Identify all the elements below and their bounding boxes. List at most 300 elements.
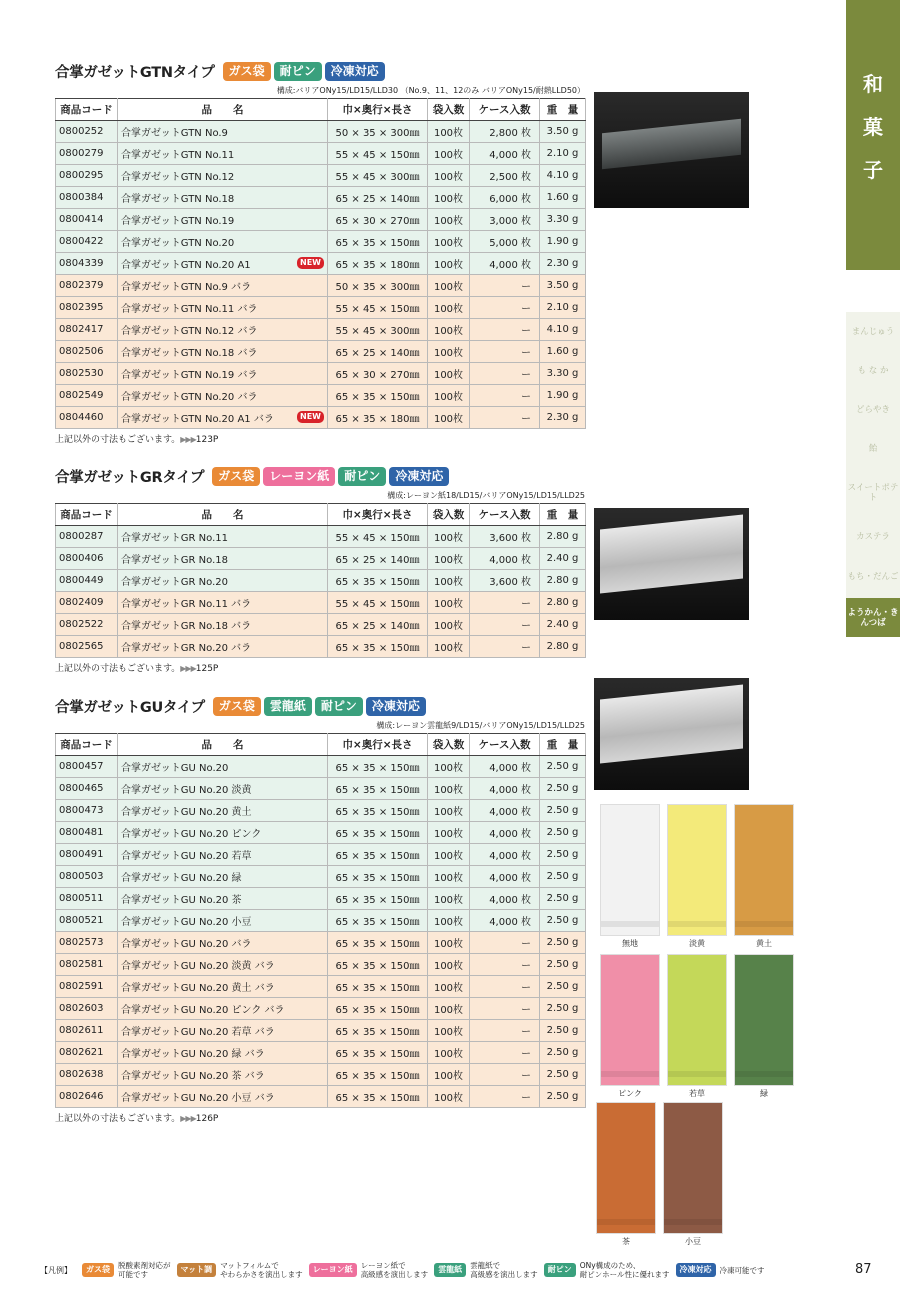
product-name: 合掌ガゼットGTN No.20 A1 バラ (121, 414, 274, 425)
product-size: 65 × 35 × 150㎜ (328, 844, 428, 866)
reference-page[interactable]: 126P (195, 1114, 219, 1124)
table-row (56, 407, 586, 429)
table-row (56, 954, 586, 976)
bag-count: 100枚 (428, 341, 470, 363)
case-count: 4,000 枚 (470, 143, 540, 165)
legend-description-line: 高級感を演出します (360, 1270, 429, 1279)
product-size: 55 × 45 × 300㎜ (328, 165, 428, 187)
bag-count: 100枚 (428, 954, 470, 976)
case-count: 4,000 枚 (470, 778, 540, 800)
reference-page[interactable]: 125P (195, 664, 219, 674)
product-name: 合掌ガゼットGR No.18 (121, 555, 229, 566)
bag-count: 100枚 (428, 1086, 470, 1108)
product-code: 0802581 (56, 954, 118, 976)
size-note (55, 432, 585, 444)
product-name: 合掌ガゼットGTN No.9 バラ (121, 282, 252, 293)
size-note-text: 上記以外の寸法もございます。 (55, 435, 181, 445)
bag-count: 100枚 (428, 1042, 470, 1064)
product-name-cell (118, 614, 328, 636)
swatch-label: 茶 (622, 1237, 630, 1246)
sidebar-item[interactable]: ようかん・きんつば (846, 598, 900, 637)
product-code: 0802395 (56, 297, 118, 319)
product-weight: 3.30 g (540, 209, 586, 231)
product-name: 合掌ガゼットGTN No.19 バラ (121, 370, 258, 381)
product-weight: 2.10 g (540, 297, 586, 319)
product-weight: 2.40 g (540, 548, 586, 570)
product-table (55, 98, 586, 429)
product-code: 0802549 (56, 385, 118, 407)
legend-title: 【凡例】 (40, 1265, 72, 1275)
bag-count: 100枚 (428, 976, 470, 998)
product-size: 65 × 25 × 140㎜ (328, 614, 428, 636)
product-size: 55 × 45 × 150㎜ (328, 143, 428, 165)
product-name-cell (118, 1020, 328, 1042)
table-row (56, 253, 586, 275)
product-name: 合掌ガゼットGTN No.12 (121, 172, 235, 183)
product-name: 合掌ガゼットGU No.20 小豆 (121, 917, 252, 928)
case-count: ー (470, 1086, 540, 1108)
color-swatch (596, 1102, 656, 1234)
product-name-cell (118, 187, 328, 209)
legend-description-line: やわらかさを演出します (220, 1270, 303, 1279)
table-row (56, 636, 586, 658)
product-table (55, 733, 586, 1108)
legend-tag: 雲龍紙 (434, 1263, 466, 1277)
case-count: 2,500 枚 (470, 165, 540, 187)
swatch-label: 小豆 (685, 1237, 701, 1246)
bag-count: 100枚 (428, 910, 470, 932)
legend-description-line: 耐ピンホール性に優れます (579, 1270, 670, 1279)
bag-count: 100枚 (428, 363, 470, 385)
product-code: 0802611 (56, 1020, 118, 1042)
product-weight: 2.50 g (540, 778, 586, 800)
product-size: 65 × 30 × 270㎜ (328, 209, 428, 231)
bag-count: 100枚 (428, 756, 470, 778)
product-weight: 2.10 g (540, 143, 586, 165)
bag-count: 100枚 (428, 844, 470, 866)
column-header: 巾×奥行×長さ (328, 99, 428, 121)
product-size: 65 × 35 × 150㎜ (328, 778, 428, 800)
feature-tag: 冷凍対応 (366, 697, 426, 716)
legend-description-line: 高級感を演出します (470, 1270, 538, 1279)
case-count: 4,000 枚 (470, 888, 540, 910)
section-gr (55, 465, 585, 673)
case-count: 4,000 枚 (470, 822, 540, 844)
bag-count: 100枚 (428, 932, 470, 954)
table-row (56, 1064, 586, 1086)
triple-arrow-icon: ▶▶▶ (180, 1114, 196, 1123)
product-code: 0804460 (56, 407, 118, 429)
product-name-cell (118, 800, 328, 822)
reference-page[interactable]: 123P (195, 435, 219, 445)
triple-arrow-icon: ▶▶▶ (180, 664, 196, 673)
case-count: 3,600 枚 (470, 526, 540, 548)
case-count: 4,000 枚 (470, 548, 540, 570)
product-code: 0800465 (56, 778, 118, 800)
legend-tag: マット調 (177, 1263, 217, 1277)
legend-tag: 耐ピン (544, 1263, 576, 1277)
case-count: ー (470, 319, 540, 341)
product-code: 0800503 (56, 866, 118, 888)
composition-note: 構成:レーヨン雲龍紙9/LD15/バリアONy15/LD15/LLD25 (376, 721, 585, 730)
case-count: ー (470, 407, 540, 429)
bag-count: 100枚 (428, 592, 470, 614)
product-weight: 1.60 g (540, 187, 586, 209)
legend-description-line: 可能です (118, 1270, 148, 1279)
product-name: 合掌ガゼットGU No.20 (121, 763, 229, 774)
product-name-cell (118, 636, 328, 658)
table-header-row (56, 504, 586, 526)
section-header (55, 60, 585, 82)
product-weight: 3.50 g (540, 275, 586, 297)
product-name: 合掌ガゼットGU No.20 緑 バラ (121, 1049, 265, 1060)
table-row (56, 822, 586, 844)
bag-count: 100枚 (428, 778, 470, 800)
product-name-cell (118, 231, 328, 253)
product-size: 65 × 35 × 150㎜ (328, 1042, 428, 1064)
product-code: 0802379 (56, 275, 118, 297)
legend-description-line: マットフィルムで (220, 1261, 279, 1270)
product-size: 65 × 35 × 150㎜ (328, 932, 428, 954)
product-code: 0802530 (56, 363, 118, 385)
product-name-cell (118, 910, 328, 932)
case-count: ー (470, 932, 540, 954)
product-code: 0802522 (56, 614, 118, 636)
legend-tag: ガス袋 (82, 1263, 114, 1277)
column-header: 商品コード (56, 504, 118, 526)
table-row (56, 548, 586, 570)
product-name-cell (118, 954, 328, 976)
product-weight: 2.50 g (540, 756, 586, 778)
product-code: 0800406 (56, 548, 118, 570)
table-row (56, 341, 586, 363)
product-size: 55 × 45 × 150㎜ (328, 526, 428, 548)
product-code: 0800521 (56, 910, 118, 932)
sidebar-item[interactable]: も な か (846, 351, 900, 390)
product-size: 65 × 35 × 150㎜ (328, 822, 428, 844)
swatch-label: 無地 (622, 939, 638, 948)
product-weight: 1.90 g (540, 385, 586, 407)
product-size: 55 × 45 × 150㎜ (328, 592, 428, 614)
column-header: 袋入数 (428, 504, 470, 526)
swatch-label: 緑 (760, 1089, 768, 1098)
product-name: 合掌ガゼットGTN No.20 A1 (121, 260, 251, 271)
swatch-label: ピンク (618, 1089, 642, 1098)
product-weight: 2.80 g (540, 570, 586, 592)
product-photo-gtn (594, 92, 749, 208)
legend-description (220, 1261, 303, 1279)
table-row (56, 165, 586, 187)
legend-tag: 冷凍対応 (676, 1263, 716, 1277)
product-name-cell (118, 756, 328, 778)
table-row (56, 932, 586, 954)
sidebar-category-char: 菓 (863, 115, 883, 139)
product-size: 65 × 35 × 150㎜ (328, 954, 428, 976)
table-row (56, 363, 586, 385)
legend-description (470, 1261, 538, 1279)
table-row (56, 800, 586, 822)
product-name-cell (118, 976, 328, 998)
table-row (56, 1020, 586, 1042)
sidebar-item[interactable]: どらやき (846, 390, 900, 429)
bag-count: 100枚 (428, 231, 470, 253)
product-code: 0800295 (56, 165, 118, 187)
bag-count: 100枚 (428, 1064, 470, 1086)
size-note-text: 上記以外の寸法もございます。 (55, 1114, 181, 1124)
product-size: 65 × 35 × 150㎜ (328, 1086, 428, 1108)
product-weight: 3.30 g (540, 363, 586, 385)
section-title: 合掌ガゼットGTNタイプ (55, 64, 215, 81)
table-row (56, 756, 586, 778)
product-weight: 4.10 g (540, 319, 586, 341)
product-name: 合掌ガゼットGR No.18 バラ (121, 621, 252, 632)
product-name: 合掌ガゼットGU No.20 ピンク バラ (121, 1005, 285, 1016)
size-note-text: 上記以外の寸法もございます。 (55, 664, 181, 674)
bag-count: 100枚 (428, 275, 470, 297)
product-size: 65 × 35 × 150㎜ (328, 976, 428, 998)
legend-description-line: 脱酸素剤対応が (118, 1261, 171, 1270)
table-row (56, 231, 586, 253)
column-header: 品 名 (118, 504, 328, 526)
product-code: 0800384 (56, 187, 118, 209)
product-name: 合掌ガゼットGU No.20 緑 (121, 873, 242, 884)
case-count: ー (470, 998, 540, 1020)
legend-tag: レーヨン紙 (309, 1263, 357, 1277)
table-row (56, 297, 586, 319)
product-weight: 2.50 g (540, 1020, 586, 1042)
product-weight: 2.30 g (540, 253, 586, 275)
color-swatch (600, 804, 660, 936)
product-size: 65 × 25 × 140㎜ (328, 341, 428, 363)
product-name-cell (118, 407, 328, 429)
case-count: 4,000 枚 (470, 866, 540, 888)
legend-description-line: 雲龍紙で (470, 1261, 501, 1270)
bag-count: 100枚 (428, 253, 470, 275)
product-size: 55 × 45 × 150㎜ (328, 297, 428, 319)
product-code: 0800491 (56, 844, 118, 866)
case-count: ー (470, 275, 540, 297)
product-code: 0802565 (56, 636, 118, 658)
product-name: 合掌ガゼットGTN No.9 (121, 128, 228, 139)
product-code: 0802646 (56, 1086, 118, 1108)
product-weight: 2.50 g (540, 844, 586, 866)
product-weight: 2.50 g (540, 866, 586, 888)
product-name: 合掌ガゼットGU No.20 茶 (121, 895, 242, 906)
bag-count: 100枚 (428, 888, 470, 910)
sidebar-item[interactable]: カステラ (846, 517, 900, 556)
product-code: 0802417 (56, 319, 118, 341)
sidebar-category-char: 和 (863, 72, 883, 96)
table-row (56, 614, 586, 636)
product-name-cell (118, 319, 328, 341)
case-count: ー (470, 297, 540, 319)
feature-tag: レーヨン紙 (263, 467, 335, 486)
product-name-cell (118, 275, 328, 297)
product-weight: 1.90 g (540, 231, 586, 253)
color-swatch (663, 1102, 723, 1234)
bag-count: 100枚 (428, 121, 470, 143)
product-size: 65 × 35 × 150㎜ (328, 910, 428, 932)
case-count: ー (470, 614, 540, 636)
product-name: 合掌ガゼットGR No.11 バラ (121, 599, 252, 610)
product-weight: 2.50 g (540, 910, 586, 932)
product-size: 65 × 35 × 150㎜ (328, 231, 428, 253)
product-name: 合掌ガゼットGR No.20 (121, 577, 229, 588)
product-name-cell (118, 778, 328, 800)
product-size: 55 × 45 × 300㎜ (328, 319, 428, 341)
product-weight: 2.30 g (540, 407, 586, 429)
bag-count: 100枚 (428, 187, 470, 209)
product-name-cell (118, 165, 328, 187)
product-name-cell (118, 363, 328, 385)
color-swatch (667, 954, 727, 1086)
product-weight: 2.50 g (540, 1086, 586, 1108)
sidebar-item[interactable]: 飴 (846, 429, 900, 468)
table-header-row (56, 99, 586, 121)
table-row (56, 121, 586, 143)
table-row (56, 570, 586, 592)
bag-count: 100枚 (428, 636, 470, 658)
case-count: ー (470, 976, 540, 998)
case-count: 5,000 枚 (470, 231, 540, 253)
column-header: 商品コード (56, 99, 118, 121)
color-swatch (667, 804, 727, 936)
product-weight: 2.50 g (540, 1064, 586, 1086)
product-name-cell (118, 592, 328, 614)
case-count: ー (470, 954, 540, 976)
product-name-cell (118, 932, 328, 954)
bag-count: 100枚 (428, 800, 470, 822)
size-note (55, 1111, 585, 1123)
product-name: 合掌ガゼットGU No.20 若草 (121, 851, 252, 862)
product-name-cell (118, 866, 328, 888)
product-code: 0802638 (56, 1064, 118, 1086)
feature-tag: 冷凍対応 (325, 62, 385, 81)
product-code: 0802409 (56, 592, 118, 614)
case-count: ー (470, 385, 540, 407)
product-name: 合掌ガゼットGU No.20 黄土 (121, 807, 252, 818)
table-row (56, 866, 586, 888)
product-code: 0800457 (56, 756, 118, 778)
product-code: 0802506 (56, 341, 118, 363)
product-name: 合掌ガゼットGTN No.11 (121, 150, 235, 161)
case-count: 4,000 枚 (470, 844, 540, 866)
product-weight: 2.80 g (540, 526, 586, 548)
legend-description (580, 1261, 670, 1279)
feature-tag: 耐ピン (338, 467, 386, 486)
table-row (56, 319, 586, 341)
product-size: 65 × 35 × 150㎜ (328, 866, 428, 888)
product-code: 0800481 (56, 822, 118, 844)
case-count: 2,800 枚 (470, 121, 540, 143)
product-code: 0800279 (56, 143, 118, 165)
section-header (55, 695, 585, 717)
case-count: 3,600 枚 (470, 570, 540, 592)
color-swatch (734, 804, 794, 936)
product-code: 0800473 (56, 800, 118, 822)
page-number: 87 (855, 1262, 872, 1277)
bag-count: 100枚 (428, 998, 470, 1020)
product-name: 合掌ガゼットGU No.20 ピンク (121, 829, 262, 840)
product-size: 65 × 35 × 150㎜ (328, 1020, 428, 1042)
table-row (56, 526, 586, 548)
column-header: 巾×奥行×長さ (328, 504, 428, 526)
case-count: 3,000 枚 (470, 209, 540, 231)
section-gtn (55, 60, 585, 444)
case-count: ー (470, 1064, 540, 1086)
product-name-cell (118, 341, 328, 363)
product-name-cell (118, 1064, 328, 1086)
product-name-cell (118, 1042, 328, 1064)
product-weight: 1.60 g (540, 341, 586, 363)
product-size: 65 × 35 × 150㎜ (328, 1064, 428, 1086)
product-name: 合掌ガゼットGU No.20 バラ (121, 939, 252, 950)
table-row (56, 209, 586, 231)
sidebar-item[interactable]: まんじゅう (846, 312, 900, 351)
legend-description (720, 1266, 765, 1275)
bag-count: 100枚 (428, 866, 470, 888)
table-row (56, 910, 586, 932)
product-name-cell (118, 888, 328, 910)
legend-description (361, 1261, 429, 1279)
product-name: 合掌ガゼットGU No.20 小豆 バラ (121, 1093, 275, 1104)
product-size: 65 × 35 × 150㎜ (328, 800, 428, 822)
product-weight: 2.50 g (540, 998, 586, 1020)
case-count: 4,000 枚 (470, 756, 540, 778)
product-name-cell (118, 297, 328, 319)
swatch-label: 若草 (689, 1089, 705, 1098)
product-name: 合掌ガゼットGTN No.19 (121, 216, 235, 227)
table-header-row (56, 734, 586, 756)
swatch-label: 淡黄 (689, 939, 705, 948)
section-title: 合掌ガゼットGRタイプ (55, 469, 205, 486)
table-row (56, 1042, 586, 1064)
sidebar-item[interactable]: もち・だんご (846, 556, 900, 598)
product-code: 0800422 (56, 231, 118, 253)
column-header: ケース入数 (470, 504, 540, 526)
swatch-label: 黄土 (756, 939, 772, 948)
case-count: ー (470, 1042, 540, 1064)
product-weight: 2.50 g (540, 888, 586, 910)
table-row (56, 976, 586, 998)
bag-count: 100枚 (428, 319, 470, 341)
case-count: ー (470, 592, 540, 614)
legend-description-line: ONy構成のため、 (579, 1261, 641, 1270)
product-name: 合掌ガゼットGTN No.20 (121, 238, 235, 249)
product-name-cell (118, 844, 328, 866)
product-code: 0800287 (56, 526, 118, 548)
product-size: 65 × 35 × 150㎜ (328, 888, 428, 910)
product-photo-gr (594, 508, 749, 620)
table-row (56, 275, 586, 297)
sidebar-item[interactable]: スイートポテト (846, 468, 900, 517)
new-badge: NEW (297, 257, 324, 269)
bag-count: 100枚 (428, 614, 470, 636)
table-row (56, 1086, 586, 1108)
product-name: 合掌ガゼットGTN No.18 バラ (121, 348, 258, 359)
color-swatch (734, 954, 794, 1086)
product-code: 0802603 (56, 998, 118, 1020)
product-name: 合掌ガゼットGU No.20 若草 バラ (121, 1027, 275, 1038)
product-name: 合掌ガゼットGTN No.18 (121, 194, 235, 205)
bag-count: 100枚 (428, 143, 470, 165)
product-size: 65 × 35 × 180㎜ (328, 253, 428, 275)
bag-count: 100枚 (428, 385, 470, 407)
legend-description-line: 冷凍可能です (719, 1265, 765, 1275)
section-gu (55, 695, 585, 1123)
product-name-cell (118, 253, 328, 275)
section-header (55, 465, 585, 487)
